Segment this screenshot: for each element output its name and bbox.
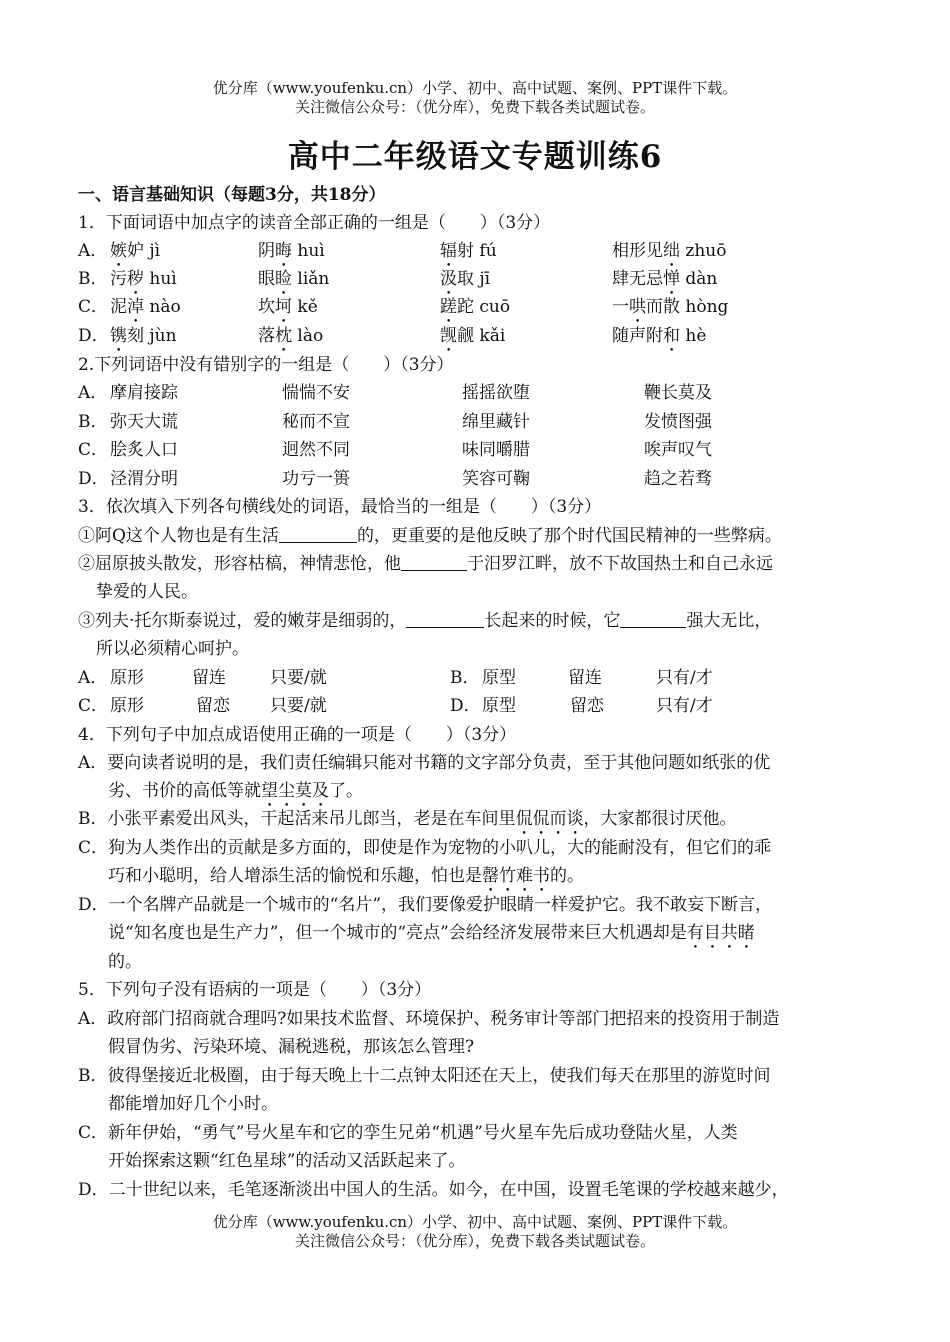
q1-word <box>110 296 181 327</box>
q1-word-rest: 取 jī <box>457 269 491 289</box>
q1-option-label: C． <box>78 297 109 317</box>
dotted-char: 晦 <box>275 241 292 261</box>
q3-opt-a-label: A． <box>78 668 108 688</box>
dotted-char: 哄 <box>629 297 646 317</box>
q5-option-b-line2: 都能增加好几个小时。 <box>108 1094 278 1114</box>
q2-option-label: D． <box>78 469 109 489</box>
q4-option-d-line3: 的。 <box>108 952 142 972</box>
q4-option-d-line1: D．一个名牌产品就是一个城市的“名片”，我们要像爱护眼睛一样爱护它。我不敢妄下断言， <box>78 895 773 915</box>
q3-opt-c-label: C． <box>78 696 109 716</box>
q1-word <box>440 240 497 271</box>
dotted-char: 坷 <box>275 297 292 317</box>
q4-option-a-line1: A．要向读者说明的是，我们责任编辑只能对书籍的文字部分负责，至于其他问题如纸张的优 <box>78 753 771 773</box>
q1-word-pre: 随声附 <box>612 326 663 346</box>
q2-option-label: A． <box>78 383 108 403</box>
q1-word-rest: 淖 nào <box>127 297 181 317</box>
q1-word-rest: 觎 kǎi <box>457 326 506 346</box>
q1-word-rest: 晦 huì <box>275 241 325 261</box>
page-title: 高中二年级语文专题训练6 <box>287 139 663 175</box>
q1-word-pre <box>440 241 457 261</box>
q1-word-pre: 一哄 <box>612 297 646 317</box>
q3-sentence-2 <box>78 553 773 575</box>
q1-word-rest: 惮 dàn <box>663 269 718 289</box>
q3-opt-d-2: 留恋 <box>570 696 604 716</box>
q1-word-rest: 射 fú <box>457 241 497 261</box>
q1-option-label: A． <box>78 241 108 261</box>
q1-word-pre <box>110 326 127 346</box>
q1-word-rest: 睑 liǎn <box>275 269 330 289</box>
q2-word: 泾渭分明 <box>110 469 178 489</box>
dotted-char: 秽 <box>127 269 144 289</box>
dotted-char: 觊 <box>440 326 457 346</box>
q4-b-text: B．小张平素爱出风头，干起活来吊儿郎当，老是在车间里 <box>78 809 516 829</box>
q5-option-d-line1: D．二十世纪以来，毛笔逐渐淡出中国人的生活。如今，在中国，设置毛笔课的学校越来越少， <box>78 1180 789 1200</box>
q1-word <box>440 268 490 299</box>
dotted-char: 和 <box>663 326 680 346</box>
q3-opt-a-2: 留连 <box>192 668 226 688</box>
q1-word <box>110 240 160 271</box>
q2-word: 味同嚼腊 <box>462 440 530 460</box>
q1-word-pre <box>440 269 457 289</box>
q2-word: 鞭长莫及 <box>644 383 712 403</box>
q3-s3-part-c: 强大无比， <box>686 611 772 631</box>
q1-stem: 1．下面词语中加点字的读音全部正确的一组是（ ）（3分） <box>78 213 551 233</box>
q1-word <box>258 296 318 327</box>
q1-word-rest: 绌 zhuō <box>663 241 727 261</box>
q2-word: 功亏一篑 <box>282 469 350 489</box>
q3-sentence-2-cont: 挚爱的人民。 <box>96 582 198 602</box>
q4-option-c-line1: C．狗为人类作出的贡献是多方面的，即使是作为宠物的小叭儿，大的能耐没有，但它们的乖 <box>78 838 772 858</box>
q3-opt-a-1: 原形 <box>110 668 144 688</box>
q4-c-idiom: 罄竹难书 <box>482 866 550 886</box>
q2-word: 绵里藏针 <box>462 412 530 432</box>
q1-word-rest: 坷 kě <box>275 297 318 317</box>
footer-line-2: 关注微信公众号：（优分库），免费下载各类试题试卷。 <box>294 1232 655 1250</box>
footer-line-1: 优分库（www.youfenku.cn）小学、初中、高中试题、案例、PPT课件下载。 <box>212 1213 738 1231</box>
q1-word-pre: 肆无忌 <box>612 269 663 289</box>
q1-word-pre <box>110 241 127 261</box>
q1-word-pre: 落 <box>258 326 275 346</box>
q3-opt-d-3: 只有/才 <box>656 696 713 716</box>
section-heading: 一、语言基础知识（每题3分，共18分） <box>78 185 386 205</box>
q3-opt-b-2: 留连 <box>568 668 602 688</box>
q3-sentence-3-cont: 所以必须精心呵护。 <box>96 639 249 659</box>
dotted-char: 蹉 <box>440 297 457 317</box>
q2-word: 唉声叹气 <box>644 440 712 460</box>
q1-option-label: D． <box>78 326 109 346</box>
q5-option-c-line2: 开始探索这颗“红色星球”的活动又活跃起来了。 <box>108 1151 466 1171</box>
q1-word-pre: 污 <box>110 269 127 289</box>
q1-word <box>440 296 510 327</box>
q1-word <box>440 325 505 356</box>
q1-word-rest: 跎 cuō <box>457 297 511 317</box>
q4-option-d-line2 <box>108 922 755 953</box>
dotted-char: 枕 <box>275 326 292 346</box>
q1-word <box>110 325 177 356</box>
q2-word: 惴惴不安 <box>282 383 350 403</box>
q4-option-a-line2 <box>108 780 363 811</box>
q1-word <box>612 240 727 271</box>
q1-word <box>612 325 706 356</box>
q1-word-rest: 妒 jì <box>127 241 161 261</box>
q4-a-tail: 了。 <box>329 781 363 801</box>
q1-word-rest: 和 hè <box>663 326 707 346</box>
dotted-char: 淖 <box>127 297 144 317</box>
q3-opt-b-label: B． <box>450 668 480 688</box>
q5-option-c-line1: C．新年伊始，“勇气”号火星车和它的孪生兄弟“机遇”号火星车先后成功登陆火星，人类 <box>78 1123 738 1143</box>
q1-word <box>612 296 728 327</box>
q4-c-text: 巧和小聪明，给人增添生活的愉悦和乐趣，怕也是 <box>108 866 482 886</box>
q1-word-pre: 阴 <box>258 241 275 261</box>
q3-sentence-3 <box>78 610 771 632</box>
q4-d-idiom: 有目共睹 <box>686 923 755 943</box>
q2-option-label: C． <box>78 440 109 460</box>
q3-s1-part-a: ①阿Q这个人物也是有生活 <box>78 526 279 546</box>
q3-stem: 3．依次填入下列各句横线处的词语，最恰当的一组是（ ）（3分） <box>78 497 602 517</box>
q1-word <box>110 268 177 299</box>
dotted-char: 绌 <box>663 241 680 261</box>
dotted-char: 镌 <box>110 326 127 346</box>
q5-option-b-line1: B．彼得堡接近北极圈，由于每天晚上十二点钟太阳还在天上，使我们每天在那里的游览时间 <box>78 1066 771 1086</box>
q2-word: 脍炙人口 <box>110 440 178 460</box>
blank <box>279 526 357 543</box>
q2-word: 秘而不宣 <box>282 412 350 432</box>
q1-word-rest: 而散 hòng <box>646 297 729 317</box>
q4-d-text: 说“知名度也是生产力”，但一个城市的“亮点”会给经济发展带来巨大机遇却是 <box>108 923 687 943</box>
blank <box>401 554 467 571</box>
blank <box>406 611 484 628</box>
q5-option-a-line2: 假冒伪劣、污染环境、漏税逃税，那该怎么管理? <box>108 1037 475 1057</box>
q1-word-pre: 眼 <box>258 269 275 289</box>
q4-a-idiom: 望尘莫及 <box>261 781 329 801</box>
q3-opt-a-3: 只要/就 <box>270 668 327 688</box>
q3-opt-c-2: 留恋 <box>196 696 230 716</box>
q2-word: 弥天大谎 <box>110 412 178 432</box>
q3-opt-c-3: 只要/就 <box>270 696 327 716</box>
q1-word <box>612 268 717 299</box>
q2-option-label: B． <box>78 412 108 432</box>
q2-word: 摇摇欲堕 <box>462 383 530 403</box>
dotted-char: 惮 <box>663 269 680 289</box>
q3-s2-part-b: 于汨罗江畔，放不下故国热土和自己永远 <box>467 554 773 574</box>
header-line-2: 关注微信公众号：（优分库），免费下载各类试题试卷。 <box>294 98 655 116</box>
q1-word-pre <box>440 297 457 317</box>
q2-stem: 2.下列词语中没有错别字的一组是（ ）（3分） <box>78 355 454 375</box>
q1-word-rest: 秽 huì <box>127 269 177 289</box>
blank <box>620 611 686 628</box>
dotted-char: 汲 <box>440 269 457 289</box>
q2-word: 发愤图强 <box>644 412 712 432</box>
q4-stem: 4．下列句子中加点成语使用正确的一项是（ ）（3分） <box>78 725 517 745</box>
q4-a-text: 劣、书价的高低等就 <box>108 781 261 801</box>
q4-c-tail: 的。 <box>550 866 584 886</box>
q2-word: 趋之若骛 <box>644 469 712 489</box>
q1-word-pre: 相形见 <box>612 241 663 261</box>
q1-word <box>258 240 325 271</box>
q3-s3-part-b: 长起来的时候，它 <box>484 611 621 631</box>
q5-stem: 5．下列句子没有语病的一项是（ ）（3分） <box>78 980 432 1000</box>
q1-word-pre: 泥 <box>110 297 127 317</box>
q3-opt-d-1: 原型 <box>482 696 516 716</box>
q5-option-a-line1: A．政府部门招商就合理吗?如果技术监督、环境保护、税务审计等部门把招来的投资用于制造 <box>78 1009 780 1029</box>
q3-opt-d-label: D． <box>450 696 481 716</box>
q1-word <box>258 268 329 299</box>
q3-opt-c-1: 原形 <box>110 696 144 716</box>
q1-option-label: B． <box>78 269 108 289</box>
q1-word-rest: 刻 jùn <box>127 326 177 346</box>
q1-word-pre <box>440 326 457 346</box>
q3-s1-part-b: 的，更重要的是他反映了那个时代国民精神的一些弊病。 <box>356 526 782 546</box>
dotted-char: 辐 <box>440 241 457 261</box>
q3-s2-part-a: ②屈原披头散发，形容枯槁，神情悲怆，他 <box>78 554 401 574</box>
q1-word-pre: 坎 <box>258 297 275 317</box>
header-line-1: 优分库（www.youfenku.cn）小学、初中、高中试题、案例、PPT课件下载。 <box>212 79 738 97</box>
dotted-char: 睑 <box>275 269 292 289</box>
q2-word: 笑容可鞠 <box>462 469 530 489</box>
q2-word: 迥然不同 <box>282 440 350 460</box>
q4-b-idiom: 侃侃而谈 <box>515 809 584 829</box>
q2-word: 摩肩接踪 <box>110 383 178 403</box>
q4-option-b <box>78 808 737 839</box>
q3-sentence-1 <box>78 525 782 547</box>
q3-opt-b-1: 原型 <box>482 668 516 688</box>
q3-s3-part-a: ③列夫·托尔斯泰说过，爱的嫩芽是细弱的， <box>78 611 407 631</box>
q4-b-tail: ，大家都很讨厌他。 <box>583 809 737 829</box>
q3-opt-b-3: 只有/才 <box>656 668 713 688</box>
q1-word-rest: 枕 lào <box>275 326 324 346</box>
q4-option-c-line2 <box>108 865 584 896</box>
q1-word <box>258 325 323 356</box>
dotted-char: 嫉 <box>110 241 127 261</box>
